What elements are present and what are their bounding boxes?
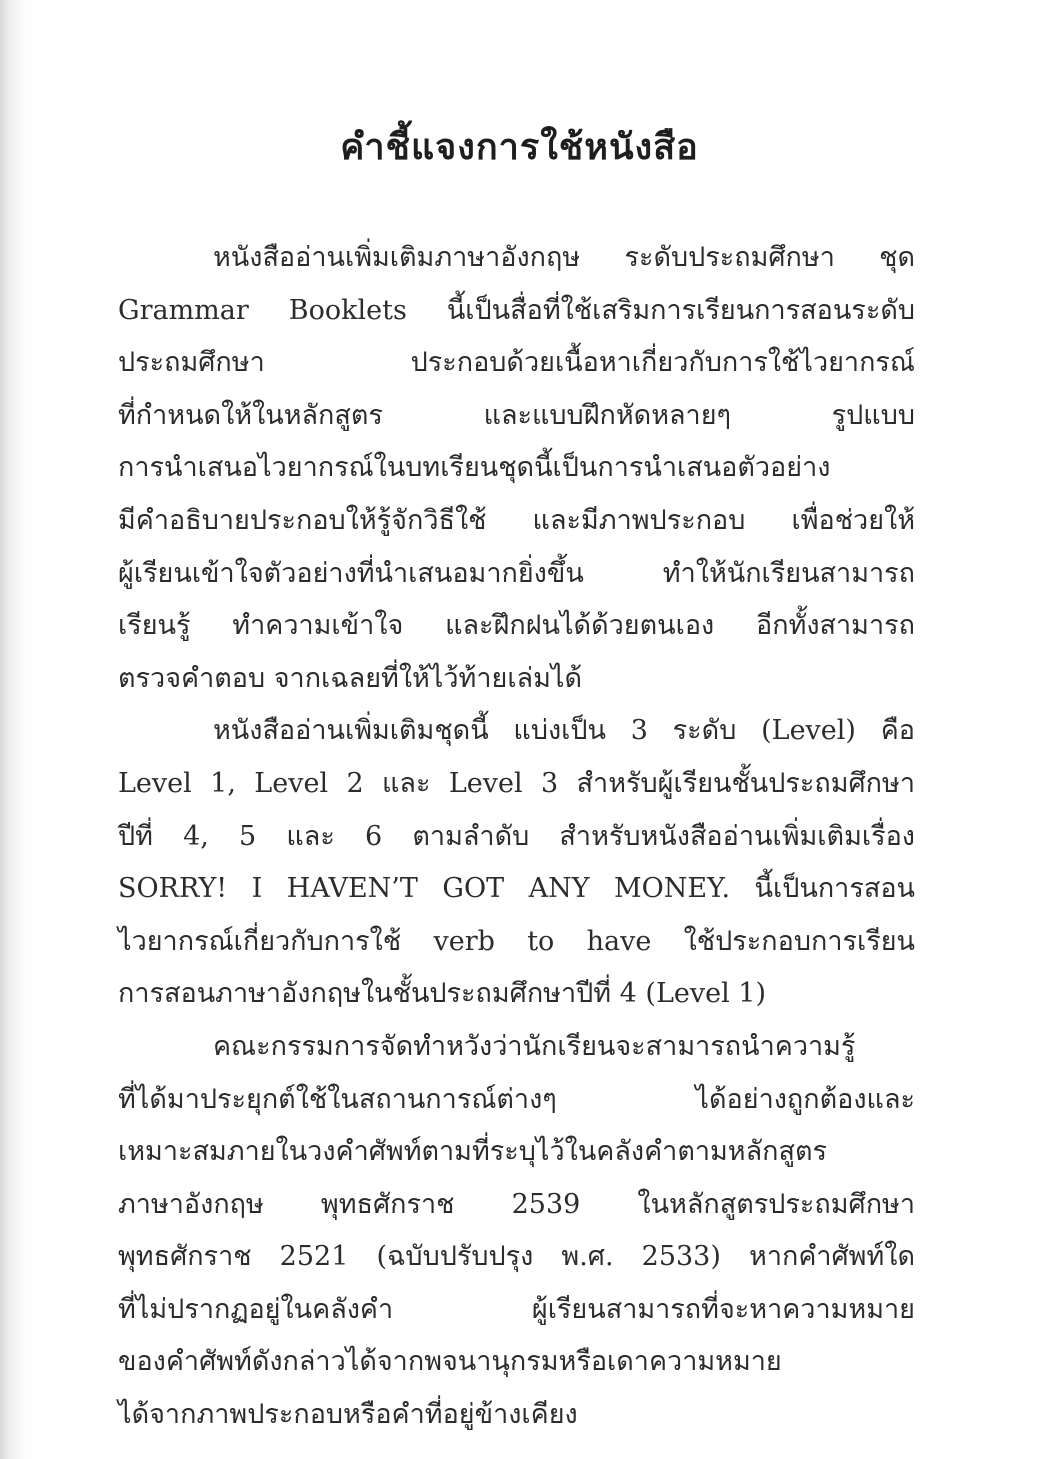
paragraph-3-line-7: ของคำศัพท์ดังกล่าวได้จากพจนานุกรมหรือเดาความหมาย	[118, 1346, 782, 1378]
paragraph-3-line-8: ได้จากภาพประกอบหรือคำที่อยู่ข้างเคียง	[118, 1399, 578, 1431]
paragraph-1-line-5: การนำเสนอไวยากรณ์ในบทเรียนชุดนี้เป็นการนำเสนอตัวอย่าง	[118, 452, 831, 484]
paragraph-3-line-4: ภาษาอังกฤษ พุทธศักราช 2539 ในหลักสูตรประถมศึกษา	[118, 1188, 915, 1220]
paragraph-2-line-3: ปีที่ 4, 5 และ 6 ตามลำดับ สำหรับหนังสืออ่านเพิ่มเติมเรื่อง	[118, 820, 915, 852]
paragraph-1-line-2: Grammar Booklets นี้เป็นสื่อที่ใช้เสริมการเรียนการสอนระดับ	[118, 294, 915, 326]
paragraph-1-line-6: มีคำอธิบายประกอบให้รู้จักวิธีใช้ และมีภาพประกอบ เพื่อช่วยให้	[118, 504, 915, 536]
paragraph-1-line-1: หนังสืออ่านเพิ่มเติมภาษาอังกฤษ ระดับประถมศึกษา ชุด	[213, 242, 915, 273]
paragraph-3-line-2: ที่ได้มาประยุกต์ใช้ในสถานการณ์ต่างๆ ได้อย่างถูกต้องและ	[118, 1083, 915, 1115]
paragraph-3-line-1: คณะกรรมการจัดทำหวังว่านักเรียนจะสามารถนำความรู้	[213, 1030, 856, 1062]
paragraph-1-line-3: ประถมศึกษา ประกอบด้วยเนื้อหาเกี่ยวกับการใช้ไวยากรณ์	[118, 347, 915, 379]
paragraph-3-line-3: เหมาะสมภายในวงคำศัพท์ตามที่ระบุไว้ในคลังคำตามหลักสูตร	[118, 1136, 828, 1168]
paragraph-3-line-6: ที่ไม่ปรากฏอยู่ในคลังคำ ผู้เรียนสามารถที่จะหาความหมาย	[118, 1293, 915, 1325]
paragraph-2-line-1: หนังสืออ่านเพิ่มเติมชุดนี้ แบ่งเป็น 3 ระดับ (Level) คือ	[213, 715, 915, 747]
paragraph-2-line-6: การสอนภาษาอังกฤษในชั้นประถมศึกษาปีที่ 4 (Level 1)	[118, 978, 767, 1010]
paragraph-1-line-7: ผู้เรียนเข้าใจตัวอย่างที่นำเสนอมากยิ่งขึ้น ทำให้นักเรียนสามารถ	[118, 557, 915, 589]
paragraph-1-line-8: เรียนรู้ ทำความเข้าใจ และฝึกฝนได้ด้วยตนเอง อีกทั้งสามารถ	[118, 610, 915, 642]
body-text	[118, 232, 915, 1442]
paragraph-1-line-9: ตรวจคำตอบ จากเฉลยที่ให้ไว้ท้ายเล่มได้	[118, 662, 583, 694]
paragraph-3-line-5: พุทธศักราช 2521 (ฉบับปรับปรุง พ.ศ. 2533) หากคำศัพท์ใด	[118, 1241, 915, 1273]
paragraph-2-line-5: ไวยากรณ์เกี่ยวกับการใช้ verb to have ใช้ประกอบการเรียน	[118, 925, 915, 957]
paragraph-1-line-4: ที่กำหนดให้ในหลักสูตร และแบบฝึกหัดหลายๆ รูปแบบ	[118, 399, 915, 431]
paragraph-2-line-4: SORRY! I HAVEN’T GOT ANY MONEY. นี้เป็นการสอน	[118, 873, 915, 905]
paragraph-2-line-2: Level 1, Level 2 และ Level 3 สำหรับผู้เรียนชั้นประถมศึกษา	[118, 767, 915, 799]
page-title: คำชี้แจงการใช้หนังสือ	[340, 127, 699, 168]
